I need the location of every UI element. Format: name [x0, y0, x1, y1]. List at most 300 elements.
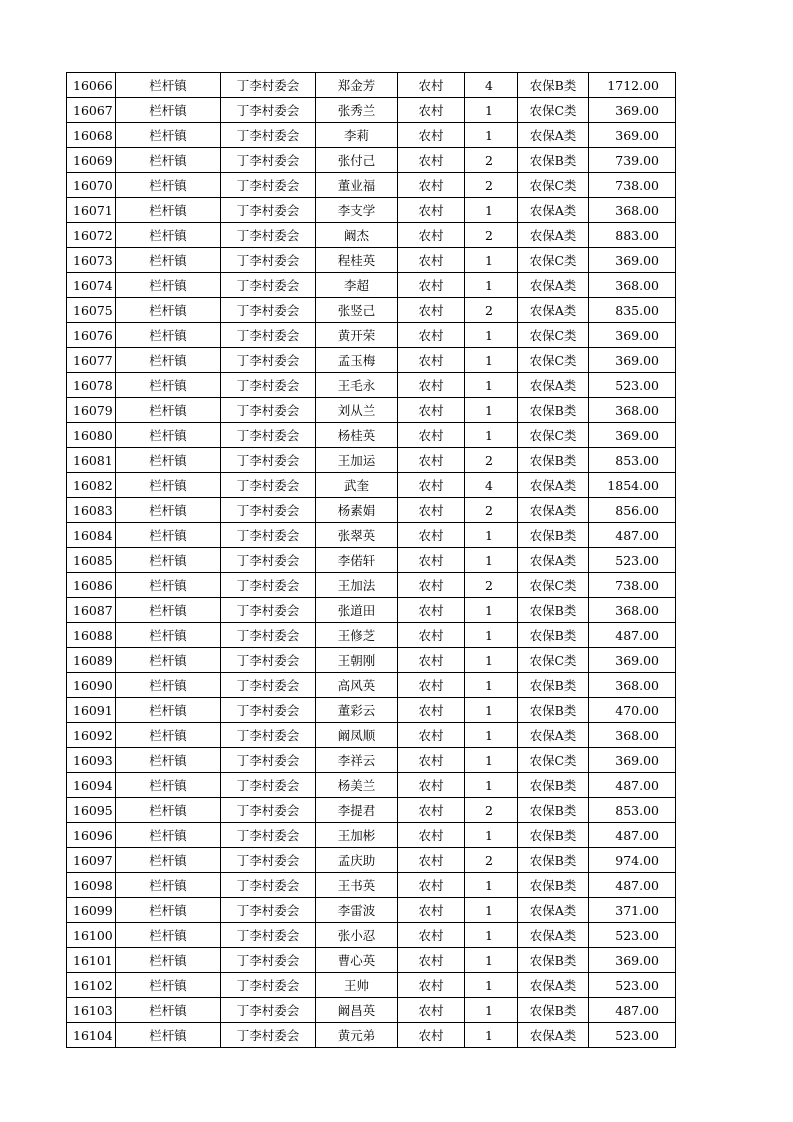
- table-row: [67, 273, 676, 298]
- table-row: [67, 523, 676, 548]
- record-id-cell: 16075: [67, 298, 116, 323]
- member-count-cell: 1: [465, 1023, 518, 1048]
- table-row: [67, 423, 676, 448]
- amount-cell: 368.00: [589, 273, 676, 298]
- amount-cell: 853.00: [589, 798, 676, 823]
- table-row: [67, 198, 676, 223]
- member-count-cell: 1: [465, 948, 518, 973]
- member-count-cell: 2: [465, 223, 518, 248]
- record-id-cell: 16086: [67, 573, 116, 598]
- town-cell: 栏杆镇: [116, 873, 221, 898]
- village-committee-cell: 丁李村委会: [221, 1023, 316, 1048]
- person-name-cell: 王加法: [316, 573, 398, 598]
- insurance-class-cell: 农保A类: [518, 898, 589, 923]
- member-count-cell: 1: [465, 673, 518, 698]
- table-row: [67, 948, 676, 973]
- village-committee-cell: 丁李村委会: [221, 848, 316, 873]
- amount-cell: 487.00: [589, 773, 676, 798]
- insurance-class-cell: 农保B类: [518, 398, 589, 423]
- table-row: [67, 923, 676, 948]
- amount-cell: 369.00: [589, 748, 676, 773]
- member-count-cell: 1: [465, 323, 518, 348]
- town-cell: 栏杆镇: [116, 598, 221, 623]
- amount-cell: 487.00: [589, 823, 676, 848]
- town-cell: 栏杆镇: [116, 148, 221, 173]
- amount-cell: 856.00: [589, 498, 676, 523]
- person-name-cell: 张秀兰: [316, 98, 398, 123]
- record-id-cell: 16087: [67, 598, 116, 623]
- amount-cell: 371.00: [589, 898, 676, 923]
- amount-cell: 369.00: [589, 98, 676, 123]
- insurance-class-cell: 农保B类: [518, 523, 589, 548]
- amount-cell: 739.00: [589, 148, 676, 173]
- town-cell: 栏杆镇: [116, 773, 221, 798]
- insurance-class-cell: 农保A类: [518, 548, 589, 573]
- record-id-cell: 16096: [67, 823, 116, 848]
- person-name-cell: 李雷波: [316, 898, 398, 923]
- village-committee-cell: 丁李村委会: [221, 748, 316, 773]
- member-count-cell: 1: [465, 873, 518, 898]
- member-count-cell: 1: [465, 248, 518, 273]
- member-count-cell: 2: [465, 848, 518, 873]
- insurance-class-cell: 农保A类: [518, 1023, 589, 1048]
- person-name-cell: 李提君: [316, 798, 398, 823]
- table-row: [67, 998, 676, 1023]
- member-count-cell: 1: [465, 423, 518, 448]
- record-id-cell: 16079: [67, 398, 116, 423]
- member-count-cell: 1: [465, 373, 518, 398]
- household-type-cell: 农村: [398, 973, 465, 998]
- town-cell: 栏杆镇: [116, 198, 221, 223]
- table-row: [67, 73, 676, 98]
- member-count-cell: 1: [465, 648, 518, 673]
- table-row: [67, 498, 676, 523]
- amount-cell: 883.00: [589, 223, 676, 248]
- person-name-cell: 李偌轩: [316, 548, 398, 573]
- record-id-cell: 16072: [67, 223, 116, 248]
- village-committee-cell: 丁李村委会: [221, 673, 316, 698]
- person-name-cell: 程桂英: [316, 248, 398, 273]
- record-id-cell: 16082: [67, 473, 116, 498]
- member-count-cell: 2: [465, 173, 518, 198]
- table-row: [67, 398, 676, 423]
- household-type-cell: 农村: [398, 73, 465, 98]
- member-count-cell: 2: [465, 298, 518, 323]
- town-cell: 栏杆镇: [116, 323, 221, 348]
- record-id-cell: 16066: [67, 73, 116, 98]
- record-id-cell: 16074: [67, 273, 116, 298]
- insurance-class-cell: 农保B类: [518, 873, 589, 898]
- village-committee-cell: 丁李村委会: [221, 823, 316, 848]
- table-row: [67, 973, 676, 998]
- member-count-cell: 1: [465, 898, 518, 923]
- person-name-cell: 武奎: [316, 473, 398, 498]
- table-row: [67, 98, 676, 123]
- table-row: [67, 223, 676, 248]
- insurance-class-cell: 农保B类: [518, 73, 589, 98]
- table-row: [67, 173, 676, 198]
- village-committee-cell: 丁李村委会: [221, 173, 316, 198]
- person-name-cell: 刘从兰: [316, 398, 398, 423]
- town-cell: 栏杆镇: [116, 473, 221, 498]
- amount-cell: 487.00: [589, 998, 676, 1023]
- amount-cell: 835.00: [589, 298, 676, 323]
- record-id-cell: 16070: [67, 173, 116, 198]
- member-count-cell: 1: [465, 523, 518, 548]
- member-count-cell: 1: [465, 348, 518, 373]
- town-cell: 栏杆镇: [116, 498, 221, 523]
- town-cell: 栏杆镇: [116, 448, 221, 473]
- town-cell: 栏杆镇: [116, 798, 221, 823]
- table-row: [67, 473, 676, 498]
- amount-cell: 1712.00: [589, 73, 676, 98]
- town-cell: 栏杆镇: [116, 923, 221, 948]
- village-committee-cell: 丁李村委会: [221, 298, 316, 323]
- town-cell: 栏杆镇: [116, 423, 221, 448]
- record-id-cell: 16103: [67, 998, 116, 1023]
- member-count-cell: 1: [465, 748, 518, 773]
- person-name-cell: 阚凤顺: [316, 723, 398, 748]
- village-committee-cell: 丁李村委会: [221, 773, 316, 798]
- village-committee-cell: 丁李村委会: [221, 623, 316, 648]
- household-type-cell: 农村: [398, 123, 465, 148]
- village-committee-cell: 丁李村委会: [221, 998, 316, 1023]
- record-id-cell: 16100: [67, 923, 116, 948]
- town-cell: 栏杆镇: [116, 973, 221, 998]
- insurance-class-cell: 农保B类: [518, 848, 589, 873]
- table-row: [67, 648, 676, 673]
- village-committee-cell: 丁李村委会: [221, 448, 316, 473]
- person-name-cell: 郑金芳: [316, 73, 398, 98]
- insurance-class-cell: 农保B类: [518, 698, 589, 723]
- record-id-cell: 16068: [67, 123, 116, 148]
- insurance-class-cell: 农保A类: [518, 973, 589, 998]
- table-row: [67, 798, 676, 823]
- household-type-cell: 农村: [398, 223, 465, 248]
- person-name-cell: 王加运: [316, 448, 398, 473]
- household-type-cell: 农村: [398, 623, 465, 648]
- town-cell: 栏杆镇: [116, 398, 221, 423]
- amount-cell: 368.00: [589, 598, 676, 623]
- table-row: [67, 148, 676, 173]
- table-row: [67, 348, 676, 373]
- household-type-cell: 农村: [398, 823, 465, 848]
- table-row: [67, 748, 676, 773]
- insurance-class-cell: 农保B类: [518, 998, 589, 1023]
- town-cell: 栏杆镇: [116, 673, 221, 698]
- person-name-cell: 董彩云: [316, 698, 398, 723]
- insurance-class-cell: 农保B类: [518, 823, 589, 848]
- record-id-cell: 16098: [67, 873, 116, 898]
- member-count-cell: 1: [465, 923, 518, 948]
- household-type-cell: 农村: [398, 773, 465, 798]
- member-count-cell: 2: [465, 448, 518, 473]
- village-committee-cell: 丁李村委会: [221, 948, 316, 973]
- person-name-cell: 王加彬: [316, 823, 398, 848]
- member-count-cell: 1: [465, 998, 518, 1023]
- village-committee-cell: 丁李村委会: [221, 398, 316, 423]
- amount-cell: 523.00: [589, 923, 676, 948]
- person-name-cell: 王修芝: [316, 623, 398, 648]
- member-count-cell: 1: [465, 973, 518, 998]
- table-row: [67, 548, 676, 573]
- town-cell: 栏杆镇: [116, 1023, 221, 1048]
- household-type-cell: 农村: [398, 673, 465, 698]
- amount-cell: 1854.00: [589, 473, 676, 498]
- town-cell: 栏杆镇: [116, 623, 221, 648]
- insurance-class-cell: 农保A类: [518, 373, 589, 398]
- person-name-cell: 曹心英: [316, 948, 398, 973]
- data-table: [66, 72, 676, 1048]
- insurance-class-cell: 农保A类: [518, 223, 589, 248]
- village-committee-cell: 丁李村委会: [221, 973, 316, 998]
- record-id-cell: 16076: [67, 323, 116, 348]
- member-count-cell: 1: [465, 398, 518, 423]
- member-count-cell: 1: [465, 98, 518, 123]
- insurance-class-cell: 农保B类: [518, 148, 589, 173]
- member-count-cell: 1: [465, 698, 518, 723]
- amount-cell: 369.00: [589, 123, 676, 148]
- household-type-cell: 农村: [398, 573, 465, 598]
- amount-cell: 523.00: [589, 1023, 676, 1048]
- insurance-class-cell: 农保A类: [518, 298, 589, 323]
- village-committee-cell: 丁李村委会: [221, 548, 316, 573]
- table-row: [67, 723, 676, 748]
- record-id-cell: 16102: [67, 973, 116, 998]
- household-type-cell: 农村: [398, 1023, 465, 1048]
- person-name-cell: 阚杰: [316, 223, 398, 248]
- amount-cell: 487.00: [589, 873, 676, 898]
- household-type-cell: 农村: [398, 173, 465, 198]
- village-committee-cell: 丁李村委会: [221, 248, 316, 273]
- amount-cell: 369.00: [589, 648, 676, 673]
- record-id-cell: 16073: [67, 248, 116, 273]
- village-committee-cell: 丁李村委会: [221, 648, 316, 673]
- town-cell: 栏杆镇: [116, 73, 221, 98]
- person-name-cell: 李莉: [316, 123, 398, 148]
- record-id-cell: 16083: [67, 498, 116, 523]
- town-cell: 栏杆镇: [116, 348, 221, 373]
- household-type-cell: 农村: [398, 873, 465, 898]
- amount-cell: 853.00: [589, 448, 676, 473]
- household-type-cell: 农村: [398, 648, 465, 673]
- household-type-cell: 农村: [398, 473, 465, 498]
- insurance-class-cell: 农保C类: [518, 573, 589, 598]
- record-id-cell: 16101: [67, 948, 116, 973]
- person-name-cell: 杨桂英: [316, 423, 398, 448]
- town-cell: 栏杆镇: [116, 998, 221, 1023]
- village-committee-cell: 丁李村委会: [221, 923, 316, 948]
- amount-cell: 369.00: [589, 323, 676, 348]
- insurance-class-cell: 农保B类: [518, 598, 589, 623]
- member-count-cell: 2: [465, 573, 518, 598]
- table-row: [67, 448, 676, 473]
- insurance-class-cell: 农保C类: [518, 648, 589, 673]
- household-type-cell: 农村: [398, 148, 465, 173]
- insurance-class-cell: 农保C类: [518, 173, 589, 198]
- record-id-cell: 16077: [67, 348, 116, 373]
- town-cell: 栏杆镇: [116, 173, 221, 198]
- town-cell: 栏杆镇: [116, 698, 221, 723]
- record-id-cell: 16091: [67, 698, 116, 723]
- village-committee-cell: 丁李村委会: [221, 373, 316, 398]
- record-id-cell: 16067: [67, 98, 116, 123]
- person-name-cell: 王帅: [316, 973, 398, 998]
- amount-cell: 523.00: [589, 548, 676, 573]
- insurance-class-cell: 农保C类: [518, 248, 589, 273]
- insurance-class-cell: 农保C类: [518, 423, 589, 448]
- person-name-cell: 张道田: [316, 598, 398, 623]
- insurance-class-cell: 农保A类: [518, 198, 589, 223]
- household-type-cell: 农村: [398, 348, 465, 373]
- household-type-cell: 农村: [398, 323, 465, 348]
- table-row: [67, 823, 676, 848]
- table-row: [67, 873, 676, 898]
- table-row: [67, 598, 676, 623]
- village-committee-cell: 丁李村委会: [221, 723, 316, 748]
- member-count-cell: 4: [465, 473, 518, 498]
- member-count-cell: 1: [465, 598, 518, 623]
- household-type-cell: 农村: [398, 923, 465, 948]
- amount-cell: 738.00: [589, 173, 676, 198]
- person-name-cell: 王书英: [316, 873, 398, 898]
- insurance-class-cell: 农保A类: [518, 723, 589, 748]
- record-id-cell: 16092: [67, 723, 116, 748]
- record-id-cell: 16084: [67, 523, 116, 548]
- insurance-class-cell: 农保B类: [518, 623, 589, 648]
- town-cell: 栏杆镇: [116, 298, 221, 323]
- record-id-cell: 16099: [67, 898, 116, 923]
- person-name-cell: 王毛永: [316, 373, 398, 398]
- town-cell: 栏杆镇: [116, 223, 221, 248]
- insurance-class-cell: 农保C类: [518, 98, 589, 123]
- village-committee-cell: 丁李村委会: [221, 473, 316, 498]
- member-count-cell: 2: [465, 798, 518, 823]
- amount-cell: 974.00: [589, 848, 676, 873]
- village-committee-cell: 丁李村委会: [221, 598, 316, 623]
- record-id-cell: 16080: [67, 423, 116, 448]
- amount-cell: 487.00: [589, 623, 676, 648]
- person-name-cell: 张付己: [316, 148, 398, 173]
- record-id-cell: 16081: [67, 448, 116, 473]
- member-count-cell: 1: [465, 123, 518, 148]
- record-id-cell: 16089: [67, 648, 116, 673]
- town-cell: 栏杆镇: [116, 123, 221, 148]
- person-name-cell: 张翠英: [316, 523, 398, 548]
- person-name-cell: 张小忍: [316, 923, 398, 948]
- amount-cell: 369.00: [589, 248, 676, 273]
- household-type-cell: 农村: [398, 523, 465, 548]
- person-name-cell: 杨素娟: [316, 498, 398, 523]
- person-name-cell: 孟玉梅: [316, 348, 398, 373]
- insurance-class-cell: 农保C类: [518, 348, 589, 373]
- insurance-class-cell: 农保A类: [518, 498, 589, 523]
- table-body: [67, 73, 676, 1048]
- insurance-class-cell: 农保A类: [518, 123, 589, 148]
- village-committee-cell: 丁李村委会: [221, 798, 316, 823]
- amount-cell: 368.00: [589, 398, 676, 423]
- table-row: [67, 623, 676, 648]
- household-type-cell: 农村: [398, 198, 465, 223]
- town-cell: 栏杆镇: [116, 948, 221, 973]
- insurance-class-cell: 农保A类: [518, 923, 589, 948]
- village-committee-cell: 丁李村委会: [221, 423, 316, 448]
- village-committee-cell: 丁李村委会: [221, 148, 316, 173]
- town-cell: 栏杆镇: [116, 573, 221, 598]
- household-type-cell: 农村: [398, 698, 465, 723]
- village-committee-cell: 丁李村委会: [221, 198, 316, 223]
- village-committee-cell: 丁李村委会: [221, 323, 316, 348]
- person-name-cell: 阚昌英: [316, 998, 398, 1023]
- insurance-class-cell: 农保B类: [518, 673, 589, 698]
- village-committee-cell: 丁李村委会: [221, 698, 316, 723]
- person-name-cell: 李支学: [316, 198, 398, 223]
- insurance-class-cell: 农保A类: [518, 273, 589, 298]
- household-type-cell: 农村: [398, 998, 465, 1023]
- member-count-cell: 2: [465, 148, 518, 173]
- town-cell: 栏杆镇: [116, 548, 221, 573]
- amount-cell: 523.00: [589, 973, 676, 998]
- household-type-cell: 农村: [398, 273, 465, 298]
- household-type-cell: 农村: [398, 598, 465, 623]
- table-row: [67, 773, 676, 798]
- household-type-cell: 农村: [398, 898, 465, 923]
- record-id-cell: 16097: [67, 848, 116, 873]
- record-id-cell: 16090: [67, 673, 116, 698]
- record-id-cell: 16093: [67, 748, 116, 773]
- amount-cell: 368.00: [589, 198, 676, 223]
- town-cell: 栏杆镇: [116, 848, 221, 873]
- town-cell: 栏杆镇: [116, 248, 221, 273]
- person-name-cell: 张竖己: [316, 298, 398, 323]
- village-committee-cell: 丁李村委会: [221, 98, 316, 123]
- table-row: [67, 673, 676, 698]
- village-committee-cell: 丁李村委会: [221, 873, 316, 898]
- village-committee-cell: 丁李村委会: [221, 498, 316, 523]
- member-count-cell: 1: [465, 273, 518, 298]
- household-type-cell: 农村: [398, 298, 465, 323]
- table-row: [67, 298, 676, 323]
- insurance-class-cell: 农保B类: [518, 773, 589, 798]
- record-id-cell: 16078: [67, 373, 116, 398]
- member-count-cell: 1: [465, 198, 518, 223]
- member-count-cell: 1: [465, 773, 518, 798]
- member-count-cell: 1: [465, 823, 518, 848]
- amount-cell: 369.00: [589, 348, 676, 373]
- household-type-cell: 农村: [398, 723, 465, 748]
- village-committee-cell: 丁李村委会: [221, 573, 316, 598]
- table-row: [67, 898, 676, 923]
- village-committee-cell: 丁李村委会: [221, 123, 316, 148]
- member-count-cell: 2: [465, 498, 518, 523]
- record-id-cell: 16104: [67, 1023, 116, 1048]
- person-name-cell: 黄开荣: [316, 323, 398, 348]
- person-name-cell: 高风英: [316, 673, 398, 698]
- village-committee-cell: 丁李村委会: [221, 523, 316, 548]
- record-id-cell: 16071: [67, 198, 116, 223]
- table-row: [67, 1023, 676, 1048]
- table-row: [67, 123, 676, 148]
- member-count-cell: 1: [465, 548, 518, 573]
- household-type-cell: 农村: [398, 423, 465, 448]
- household-type-cell: 农村: [398, 248, 465, 273]
- amount-cell: 369.00: [589, 948, 676, 973]
- member-count-cell: 1: [465, 623, 518, 648]
- member-count-cell: 4: [465, 73, 518, 98]
- household-type-cell: 农村: [398, 948, 465, 973]
- table-row: [67, 698, 676, 723]
- table-row: [67, 848, 676, 873]
